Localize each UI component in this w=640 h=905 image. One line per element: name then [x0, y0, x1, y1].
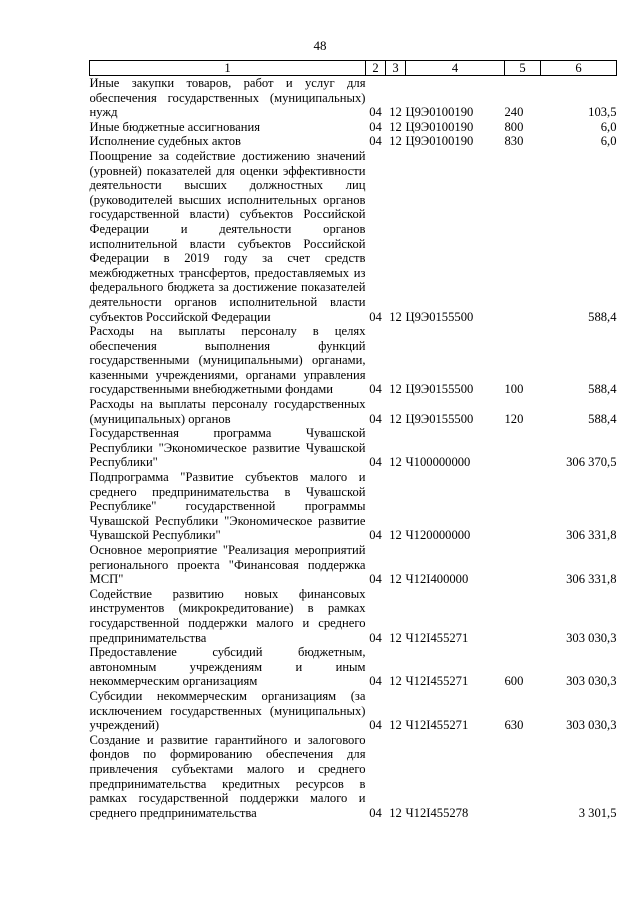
- row-target-code: Ч12I455271: [405, 674, 469, 689]
- table-row: [90, 645, 617, 689]
- row-name: Иные закупки товаров, работ и услуг для обеспечения государственных (муниципальных) нужд: [89, 76, 366, 120]
- row-amount: 306 370,5: [566, 455, 617, 470]
- row-amount: 303 030,3: [566, 630, 617, 645]
- row-subsection: 12: [389, 718, 402, 733]
- header-col-5: 5: [505, 61, 541, 76]
- table-row: [90, 733, 617, 821]
- row-section: 04: [369, 674, 382, 689]
- row-amount: 6,0: [600, 134, 617, 149]
- row-amount: 306 331,8: [566, 528, 617, 543]
- header-col-3: 3: [386, 61, 406, 76]
- row-section: 04: [369, 718, 382, 733]
- row-subsection: 12: [389, 805, 402, 820]
- row-expense-type: 800: [504, 119, 524, 134]
- row-subsection: 12: [389, 411, 402, 426]
- row-subsection: 12: [389, 134, 402, 149]
- row-section: 04: [369, 630, 382, 645]
- row-subsection: 12: [389, 105, 402, 120]
- row-expense-type: [505, 149, 541, 324]
- row-subsection: 12: [389, 119, 402, 134]
- row-section: 04: [369, 572, 382, 587]
- row-subsection: 12: [389, 528, 402, 543]
- table-row: [90, 543, 617, 587]
- row-amount: 588,4: [588, 309, 617, 324]
- header-col-6: 6: [541, 61, 617, 76]
- table-row: [90, 397, 617, 426]
- row-target-code: Ц9Э0100190: [405, 105, 474, 120]
- header-col-2: 2: [366, 61, 386, 76]
- table-row: [90, 426, 617, 470]
- row-target-code: Ч100000000: [405, 455, 471, 470]
- row-section: 04: [369, 455, 382, 470]
- row-expense-type: [505, 587, 541, 645]
- row-target-code: Ц9Э0155500: [405, 309, 474, 324]
- row-subsection: 12: [389, 455, 402, 470]
- row-name: Исполнение судебных актов: [89, 134, 241, 149]
- row-subsection: 12: [389, 572, 402, 587]
- row-amount: 588,4: [588, 382, 617, 397]
- row-name: Содействие развитию новых финансовых инструментов (микрокредитование) в рамках государственной поддержки малого и среднего предпринимательства: [89, 586, 366, 645]
- row-amount: 303 030,3: [566, 718, 617, 733]
- row-expense-type: 120: [504, 411, 524, 426]
- table-row: [90, 149, 617, 324]
- row-expense-type: 240: [504, 105, 524, 120]
- row-section: 04: [369, 105, 382, 120]
- budget-table: [89, 60, 617, 820]
- row-target-code: Ч12I455271: [405, 718, 469, 733]
- row-expense-type: [505, 426, 541, 470]
- table-row: [90, 470, 617, 543]
- row-amount: 103,5: [588, 105, 617, 120]
- row-name: Предоставление субсидий бюджетным, автономным учреждениям и иным некоммерческим организациям: [89, 645, 366, 689]
- row-expense-type: 100: [504, 382, 524, 397]
- row-amount: 303 030,3: [566, 674, 617, 689]
- page-number: 48: [313, 38, 327, 53]
- row-expense-type: 630: [504, 718, 524, 733]
- table-row: [90, 689, 617, 733]
- row-subsection: 12: [389, 382, 402, 397]
- row-section: 04: [369, 134, 382, 149]
- row-name: Расходы на выплаты персоналу в целях обеспечения выполнения функций государственными (муниципальными) органами, казенными учреждениями, органами управления государственными внебюджетными фондами: [89, 324, 366, 397]
- row-expense-type: [505, 543, 541, 587]
- table-row: [90, 324, 617, 397]
- table-row: [90, 76, 617, 120]
- row-name: Основное мероприятие "Реализация мероприятий регионального проекта "Финансовая поддержка МСП": [89, 543, 366, 587]
- row-expense-type: 600: [504, 674, 524, 689]
- row-name: Субсидии некоммерческим организациям (за исключением государственных (муниципальных) учреждений): [89, 688, 366, 733]
- table-row: [90, 120, 617, 135]
- row-subsection: 12: [389, 674, 402, 689]
- row-target-code: Ц9Э0100190: [405, 134, 474, 149]
- row-section: 04: [369, 411, 382, 426]
- header-col-4: 4: [406, 61, 505, 76]
- row-section: 04: [369, 309, 382, 324]
- header-col-1: 1: [90, 61, 366, 76]
- row-target-code: Ч12I455271: [405, 630, 469, 645]
- row-subsection: 12: [389, 630, 402, 645]
- row-target-code: Ч120000000: [405, 528, 471, 543]
- row-section: 04: [369, 805, 382, 820]
- row-name: Расходы на выплаты персоналу государственных (муниципальных) органов: [89, 397, 366, 426]
- row-subsection: 12: [389, 309, 402, 324]
- row-section: 04: [369, 119, 382, 134]
- row-target-code: Ч12I400000: [405, 572, 469, 587]
- row-name: Государственная программа Чувашской Республики "Экономическое развитие Чувашской Республики": [89, 426, 366, 470]
- table-row: [90, 587, 617, 645]
- row-target-code: Ц9Э0155500: [405, 382, 474, 397]
- row-target-code: Ц9Э0155500: [405, 411, 474, 426]
- row-name: Поощрение за содействие достижению значений (уровней) показателей для оценки эффективности деятельности высших должностных лиц (руководителей высших исполнительных органов государственной власти) субъектов Российской Федерации и деятельности органов исполнительной власти субъектов Российской Федерации в 2019 году за счет средств межбюджетных трансфертов, предоставляемых из федерального бюджета за достижение показателей деятельности органов исполнительной власти субъектов Российской Федерации: [89, 148, 366, 324]
- row-name: Подпрограмма "Развитие субъектов малого и среднего предпринимательства в Чувашской Республике" государственной программы Чувашской Республики "Экономическое развитие Чувашской Республики": [89, 470, 366, 543]
- table-header-row: [90, 61, 617, 76]
- row-amount: 3 301,5: [578, 805, 617, 820]
- row-section: 04: [369, 382, 382, 397]
- row-section: 04: [369, 528, 382, 543]
- row-amount: 306 331,8: [566, 572, 617, 587]
- row-amount: 588,4: [588, 411, 617, 426]
- row-target-code: Ч12I455278: [405, 805, 469, 820]
- row-expense-type: [505, 470, 541, 543]
- row-target-code: Ц9Э0100190: [405, 119, 474, 134]
- row-name: Иные бюджетные ассигнования: [89, 119, 261, 134]
- row-expense-type: [505, 733, 541, 821]
- row-expense-type: 830: [504, 134, 524, 149]
- row-amount: 6,0: [600, 119, 617, 134]
- table-row: [90, 134, 617, 149]
- row-name: Создание и развитие гарантийного и залогового фондов по формированию обеспечения для привлечения субъектами малого и среднего предпринимательства кредитных ресурсов в рамках государственной поддержки малого и среднего предпринимательства: [89, 732, 366, 820]
